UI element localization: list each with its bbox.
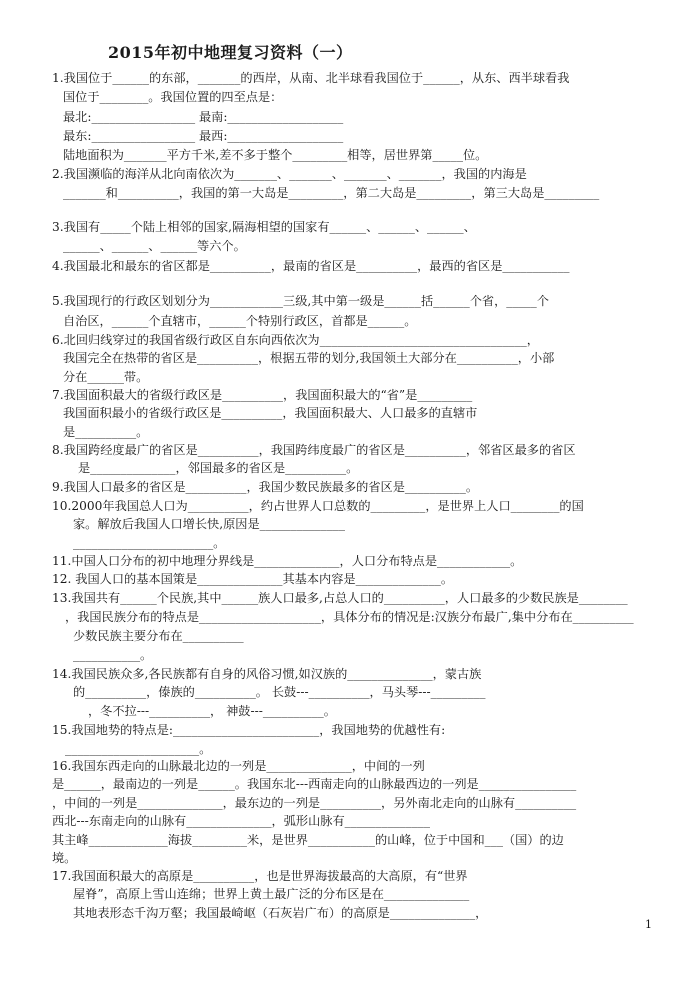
text-line: 少数民族主要分布在__________ [73,629,244,643]
text-line: 的__________，傣族的__________。 长鼓---__________，马头琴---_________ [73,685,486,699]
text-line: 西北---东南走向的山脉有______________，弧形山脉有______________ [52,814,430,828]
text-line: 6.北回归线穿过的我国省级行政区自东向西依次为__________________________________， [52,333,539,347]
text-line: 自治区，______个直辖市，______个特别行政区，首都是______。 [63,314,417,328]
text-line: ，冬不拉---__________， 神鼓---__________。 [88,704,336,718]
text-line: _______和__________，我国的第一大岛是_________，第二大岛是_________，第三大岛是_________ [63,186,600,200]
text-line: 分在______带。 [63,370,149,384]
text-line: 国位于________。我国位置的四至点是： [63,90,283,104]
text-line: 是______________，邻国最多的省区是__________。 [78,461,359,475]
text-line: 是______，最南边的一列是______。我国东北---西南走向的山脉最西边的一列是________________ [52,777,577,791]
page-number: 1 [645,918,652,931]
text-line: 其地表形态千沟万壑；我国最崎岖（石灰岩广布）的高原是______________， [73,906,488,920]
text-line: 陆地面积为_______平方千米,差不多于整个_________相等，居世界第_____位。 [63,148,488,162]
text-line: 12. 我国人口的基本国策是______________其基本内容是______________。 [52,572,454,586]
text-line: 最北:_________________ 最南:___________________ [63,110,344,124]
text-line: 我国完全在热带的省区是__________，根据五带的划分,我国领土大部分在__________，小部 [63,351,555,365]
text-line: ___________。 [73,648,153,662]
text-line: 3.我国有_____个陆上相邻的国家,隔海相望的国家有______、______、______、 [52,220,476,234]
text-line: 7.我国面积最大的省级行政区是__________，我国面积最大的“省”是_________ [52,388,473,402]
text-line: 8.我国跨经度最广的省区是__________，我国跨纬度最广的省区是__________，邻省区最多的省区 [52,443,576,457]
text-line: 我国面积最小的省级行政区是__________，我国面积最大、人口最多的直辖市 [63,406,478,420]
text-line: 家。解放后我国人口增长快,原因是______________ [73,517,345,531]
text-line: 其主峰_____________海拔_________米，是世界___________的山峰，位于中国和___（国）的边 [52,833,564,847]
text-line: 14.我国民族众多,各民族都有自身的风俗习惯,如汉族的______________，蒙古族 [52,667,482,681]
text-line: 2.我国濒临的海洋从北向南依次为_______、_______、_______、_______，我国的内海是 [52,167,527,181]
text-line: ，我国民族分布的特点是____________________，具体分布的情况是:汉族分布最广,集中分布在__________ [65,610,634,624]
text-line: 15.我国地势的特点是:________________________，我国地势的优越性有: [52,723,446,737]
text-line: 是__________。 [63,425,149,439]
text-line: ______________________。 [65,742,212,756]
text-line: 5.我国现行的行政区划划分为____________三级,其中第一级是______括______个省，_____个 [52,294,549,308]
text-line: 屋脊”，高原上雪山连绵；世界上黄土最广泛的分布区是在______________ [73,887,470,901]
text-line: 13.我国共有______个民族,其中______族人口最多,占总人口的__________，人口最多的少数民族是________ [52,591,628,605]
text-line: _______________________。 [73,536,226,550]
text-line: 17.我国面积最大的高原是__________，也是世界海拔最高的大高原，有“世界 [52,869,468,883]
text-line: 境。 [52,851,77,865]
text-line: 9.我国人口最多的省区是__________，我国少数民族最多的省区是__________。 [52,480,479,494]
text-line: ，中间的一列是______________，最东边的一列是__________，另外南北走向的山脉有__________ [52,796,577,810]
text-line: 1.我国位于______的东部，_______的西岸，从南、北半球看我国位于______，从东、西半球看我 [52,71,570,85]
text-line: 最东:_________________ 最西:___________________ [63,129,344,143]
text-line: 4.我国最北和最东的省区都是__________，最南的省区是__________，最西的省区是___________ [52,259,570,273]
text-line: ______、______、______等六个。 [63,239,246,253]
text-line: 11.中国人口分布的初中地理分界线是______________，人口分布特点是____________。 [52,554,523,568]
text-line: 16.我国东西走向的山脉最北边的一列是______________，中间的一列 [52,759,425,773]
text-line: 10.2000年我国总人口为__________，约占世界人口总数的_________，是世界上人口________的国 [52,499,584,513]
page-title: 2015年初中地理复习资料（一） [108,43,353,62]
